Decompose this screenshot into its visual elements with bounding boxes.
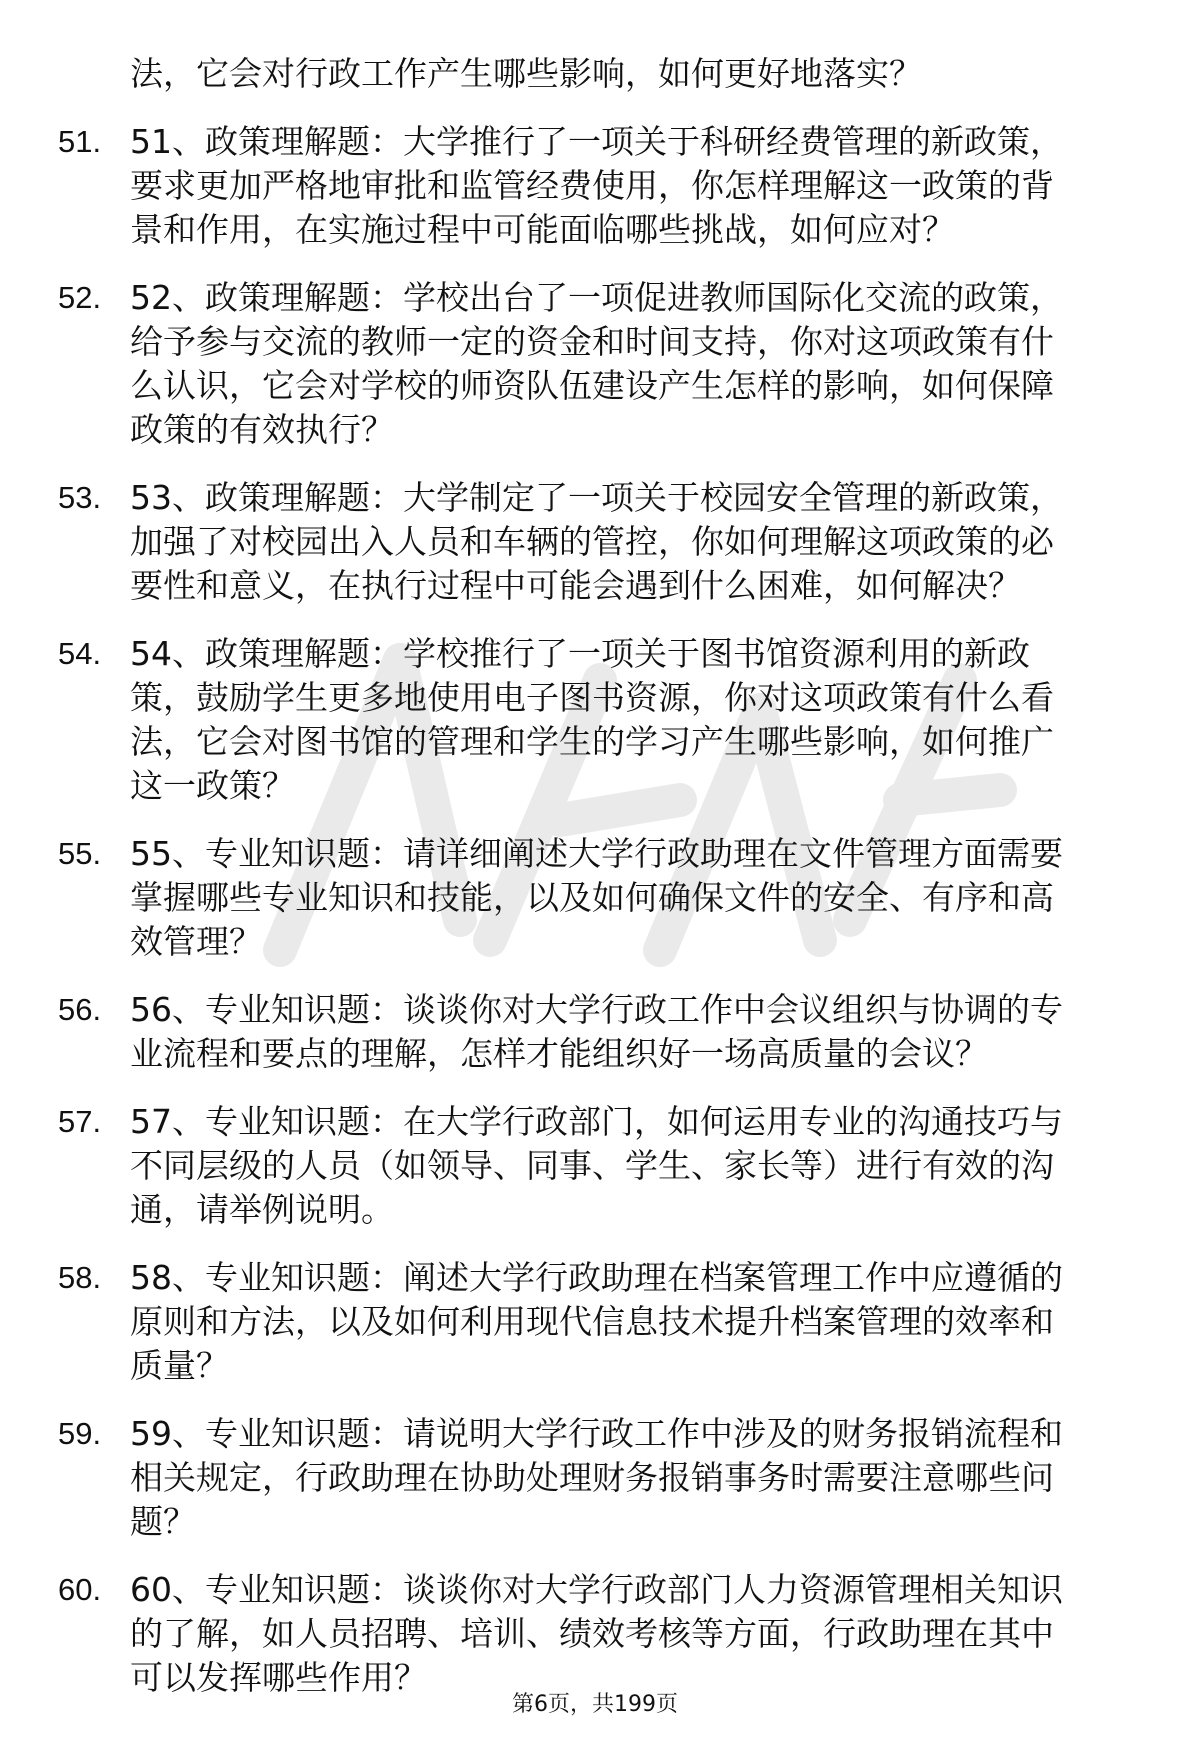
item-text-line: 给予参与交流的教师一定的资金和时间支持，你对这项政策有什 — [130, 322, 1054, 361]
item-text-line: 策，鼓励学生更多地使用电子图书资源，你对这项政策有什么看 — [130, 678, 1054, 717]
continuation-line: 法，它会对行政工作产生哪些影响，如何更好地落实？ — [130, 54, 922, 93]
list-item — [58, 1568, 1148, 1700]
list-item — [58, 120, 1148, 252]
item-text-line: 53、政策理解题：大学制定了一项关于校园安全管理的新政策， — [130, 478, 1063, 517]
list-item — [58, 988, 1148, 1076]
item-text-line: 政策的有效执行？ — [130, 410, 394, 449]
item-text-line: 原则和方法，以及如何利用现代信息技术提升档案管理的效率和 — [130, 1302, 1054, 1341]
page-footer: 第6页，共199页 — [512, 1692, 678, 1717]
list-item — [58, 1256, 1148, 1388]
item-text-line: 的了解，如人员招聘、培训、绩效考核等方面，行政助理在其中 — [130, 1614, 1054, 1653]
list-item — [58, 1100, 1148, 1232]
item-text-line: 业流程和要点的理解，怎样才能组织好一场高质量的会议？ — [130, 1034, 988, 1073]
item-number: 52. — [58, 280, 102, 315]
item-text-line: 57、专业知识题：在大学行政部门，如何运用专业的沟通技巧与 — [130, 1102, 1063, 1141]
item-text-line: 55、专业知识题：请详细阐述大学行政助理在文件管理方面需要 — [130, 834, 1063, 873]
item-text-line: 59、专业知识题：请说明大学行政工作中涉及的财务报销流程和 — [130, 1414, 1063, 1453]
item-text — [130, 1256, 1148, 1388]
item-text-line: 54、政策理解题：学校推行了一项关于图书馆资源利用的新政 — [130, 634, 1030, 673]
item-text-line: 要性和意义，在执行过程中可能会遇到什么困难，如何解决？ — [130, 566, 1021, 605]
question-list — [58, 52, 1148, 1724]
item-number: 60. — [58, 1572, 102, 1607]
item-text-line: 不同层级的人员（如领导、同事、学生、家长等）进行有效的沟 — [130, 1146, 1054, 1185]
item-text-line: 这一政策？ — [130, 766, 295, 805]
item-text — [130, 120, 1148, 252]
list-item — [58, 1412, 1148, 1544]
item-text-line: 质量？ — [130, 1346, 229, 1385]
item-text-line: 58、专业知识题：阐述大学行政助理在档案管理工作中应遵循的 — [130, 1258, 1063, 1297]
list-item — [58, 632, 1148, 808]
item-text-line: 效管理？ — [130, 922, 262, 961]
item-number: 56. — [58, 992, 102, 1027]
items-container — [58, 120, 1148, 1700]
item-text-line: 56、专业知识题：谈谈你对大学行政工作中会议组织与协调的专 — [130, 990, 1063, 1029]
item-text-line: 51、政策理解题：大学推行了一项关于科研经费管理的新政策， — [130, 122, 1063, 161]
item-text-line: 加强了对校园出入人员和车辆的管控，你如何理解这项政策的必 — [130, 522, 1054, 561]
list-item — [58, 476, 1148, 608]
item-text-line: 60、专业知识题：谈谈你对大学行政部门人力资源管理相关知识 — [130, 1570, 1063, 1609]
item-text-line: 景和作用，在实施过程中可能面临哪些挑战，如何应对？ — [130, 210, 955, 249]
item-text-line: 可以发挥哪些作用？ — [130, 1658, 427, 1697]
item-text-line: 法，它会对图书馆的管理和学生的学习产生哪些影响，如何推广 — [130, 722, 1054, 761]
item-text — [130, 632, 1148, 808]
item-text — [130, 988, 1148, 1076]
item-text-line: 要求更加严格地审批和监管经费使用，你怎样理解这一政策的背 — [130, 166, 1054, 205]
item-text — [130, 1100, 1148, 1232]
list-item — [58, 276, 1148, 452]
item-text-line: 题？ — [130, 1502, 196, 1541]
item-text-line: 么认识，它会对学校的师资队伍建设产生怎样的影响，如何保障 — [130, 366, 1054, 405]
item-text-line: 相关规定，行政助理在协助处理财务报销事务时需要注意哪些问 — [130, 1458, 1054, 1497]
item-number: 51. — [58, 124, 102, 159]
item-text-line: 52、政策理解题：学校出台了一项促进教师国际化交流的政策， — [130, 278, 1063, 317]
item-number: 55. — [58, 836, 102, 871]
item-text — [130, 276, 1148, 452]
item-number: 54. — [58, 636, 102, 671]
item-number: 58. — [58, 1260, 102, 1295]
item-number: 59. — [58, 1416, 102, 1451]
item-text — [130, 1412, 1148, 1544]
item-text — [130, 1568, 1148, 1700]
item-text — [130, 832, 1148, 964]
item-number: 57. — [58, 1104, 102, 1139]
item-text-line: 通，请举例说明。 — [130, 1190, 394, 1229]
item-text — [130, 476, 1148, 608]
list-item — [58, 832, 1148, 964]
item-number: 53. — [58, 480, 102, 515]
item-text-line: 掌握哪些专业知识和技能，以及如何确保文件的安全、有序和高 — [130, 878, 1054, 917]
